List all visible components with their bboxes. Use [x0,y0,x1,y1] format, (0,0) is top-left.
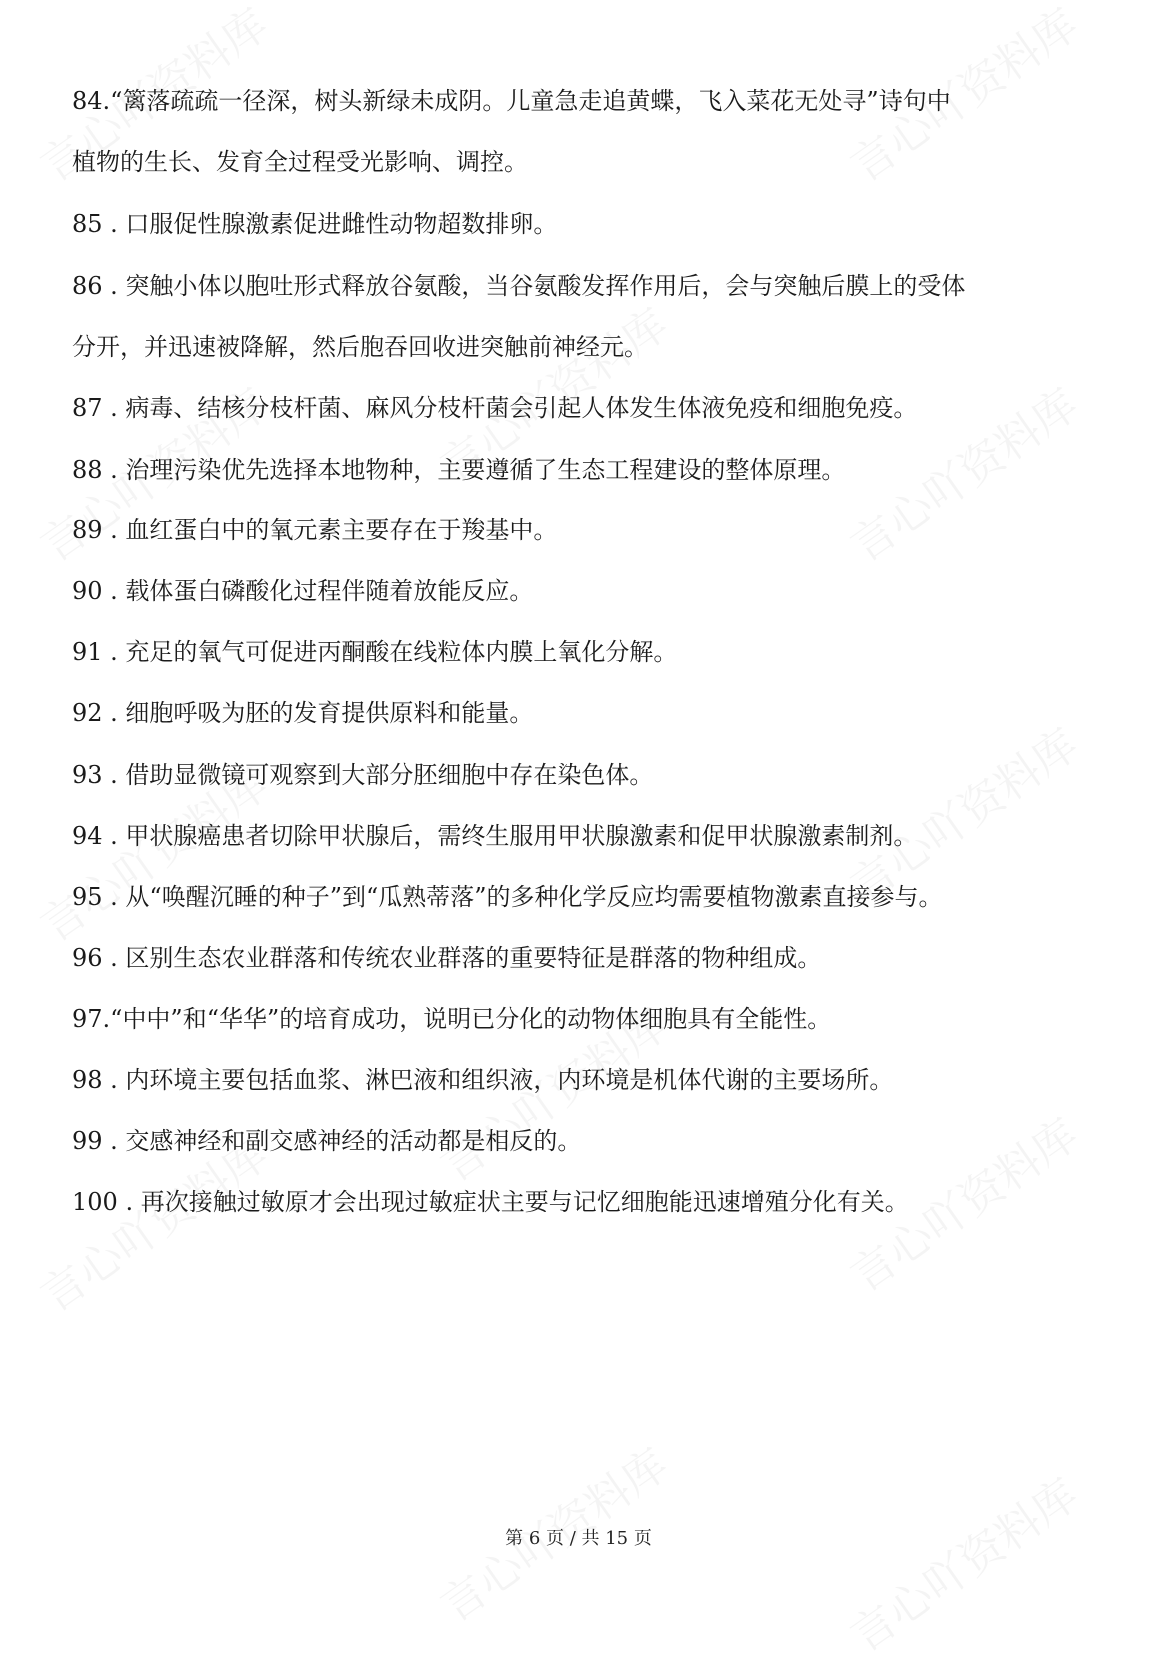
statement-text: 植物的生长、发育全过程受光影响、调控。 [72,148,528,176]
statement-text: 94 . 甲状腺癌患者切除甲状腺后，需终生服用甲状腺激素和促甲状腺激素制剂。 [72,822,918,850]
statement-text: 89 . 血红蛋白中的氧元素主要存在于羧基中。 [72,516,558,544]
statement-text: 84.“篱落疏疏一径深，树头新绿未成阴。儿童急走追黄蝶，飞入菜花无处寻”诗句中 [72,87,951,115]
statement-text: 100 . 再次接触过敏原才会出现过敏症状主要与记忆细胞能迅速增殖分化有关。 [72,1188,909,1216]
statement-text: 90 . 载体蛋白磷酸化过程伴随着放能反应。 [72,577,534,605]
statement-text: 98 . 内环境主要包括血浆、淋巴液和组织液，内环境是机体代谢的主要场所。 [72,1066,894,1094]
page-number-footer: 第 6 页 / 共 15 页 [505,1528,652,1549]
statement-text: 95 . 从“唤醒沉睡的种子”到“瓜熟蒂落”的多种化学反应均需要植物激素直接参与。 [72,883,943,911]
statement-text: 91 . 充足的氧气可促进丙酮酸在线粒体内膜上氧化分解。 [72,638,678,666]
statement-text: 86 . 突触小体以胞吐形式释放谷氨酸，当谷氨酸发挥作用后，会与突触后膜上的受体 [72,272,966,300]
statement-text: 93 . 借助显微镜可观察到大部分胚细胞中存在染色体。 [72,761,654,789]
statement-text: 97.“中中”和“华华”的培育成功，说明已分化的动物体细胞具有全能性。 [72,1005,832,1033]
statement-text: 92 . 细胞呼吸为胚的发育提供原料和能量。 [72,699,534,727]
statement-text: 99 . 交感神经和副交感神经的活动都是相反的。 [72,1127,582,1155]
statement-text: 87 . 病毒、结核分枝杆菌、麻风分枝杆菌会引起人体发生体液免疫和细胞免疫。 [72,394,918,422]
statement-text: 88 . 治理污染优先选择本地物种，主要遵循了生态工程建设的整体原理。 [72,456,846,484]
watermark [836,1460,1089,1664]
statement-text: 85 . 口服促性腺激素促进雌性动物超数排卵。 [72,210,558,238]
statement-text: 96 . 区别生态农业群落和传统农业群落的重要特征是群落的物种组成。 [72,944,822,972]
statement-text: 分开，并迅速被降解，然后胞吞回收进突触前神经元。 [72,333,648,361]
